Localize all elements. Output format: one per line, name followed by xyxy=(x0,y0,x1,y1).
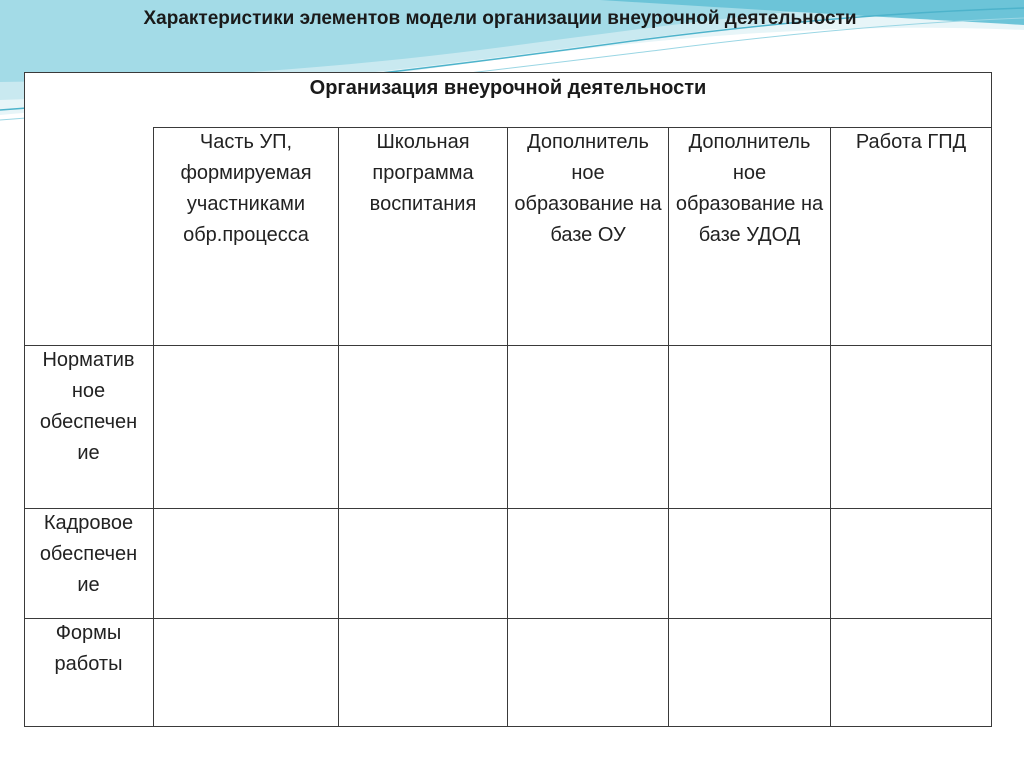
column-divider xyxy=(338,127,339,727)
row-header: Кадровое обеспечен ие xyxy=(39,512,138,596)
column-divider xyxy=(507,127,508,727)
column-divider xyxy=(153,127,154,727)
column-divider xyxy=(830,127,831,727)
table-title: Организация внеурочной деятельности xyxy=(309,77,707,99)
column-divider xyxy=(668,127,669,727)
row-header: Норматив ное обеспечен ие xyxy=(39,349,138,464)
slide-title: Характеристики элементов модели организации внеурочной деятельности xyxy=(143,8,857,29)
row-divider xyxy=(24,508,992,509)
row-divider xyxy=(24,345,992,346)
row-header: Формы работы xyxy=(54,622,123,675)
column-header: Работа ГПД xyxy=(855,131,967,153)
column-header: Дополнитель ное образование на базе ОУ xyxy=(514,131,662,246)
column-header: Школьная программа воспитания xyxy=(369,131,477,215)
column-header: Дополнитель ное образование на базе УДОД xyxy=(675,131,824,246)
row-divider xyxy=(24,618,992,619)
column-header: Часть УП, формируемая участниками обр.процесса xyxy=(180,131,312,246)
